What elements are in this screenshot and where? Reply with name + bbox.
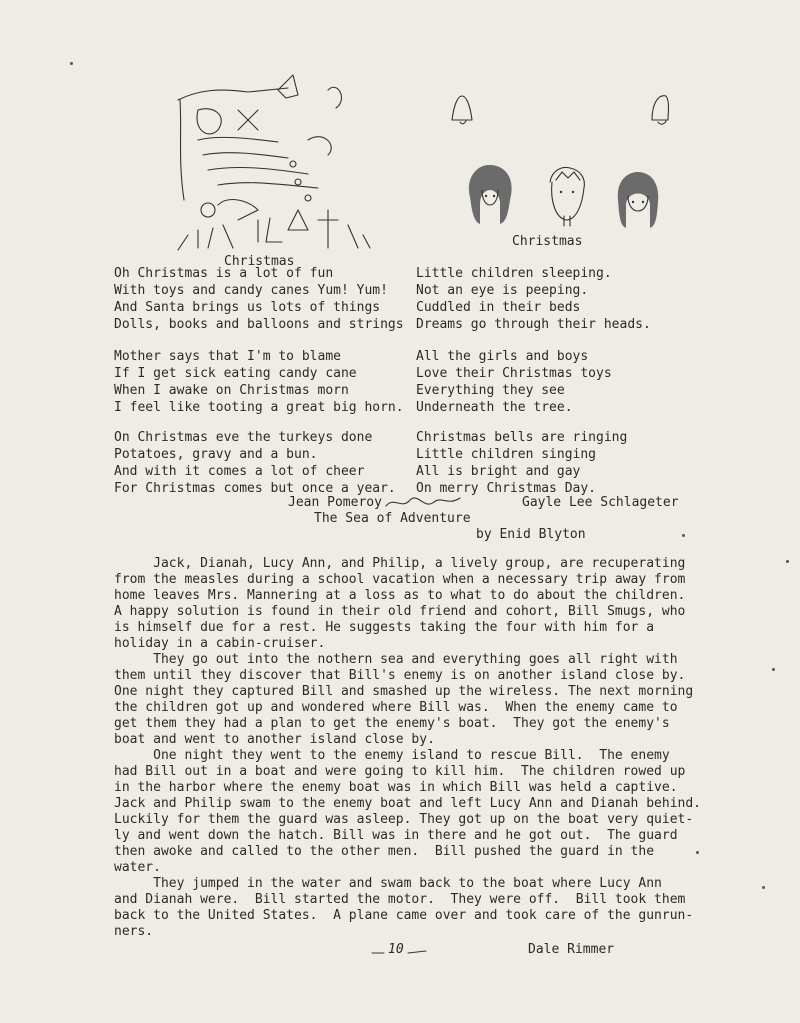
bell-icon <box>448 92 476 126</box>
review-byline: by Enid Blyton <box>476 527 586 542</box>
review-line: water. <box>114 860 161 875</box>
poem-line: Oh Christmas is a lot of fun <box>114 266 334 281</box>
poem-2-author: Gayle Lee Schlageter <box>522 495 679 510</box>
christmas-scene-drawing <box>158 70 378 255</box>
poem-line: Mother says that I'm to blame <box>114 349 341 364</box>
poem-line: For Christmas comes but once a year. <box>114 481 396 496</box>
boy-face-drawing <box>542 162 592 228</box>
poem-line: With toys and candy canes Yum! Yum! <box>114 283 388 298</box>
poem-line: Dreams go through their heads. <box>416 317 651 332</box>
page-number: 10 <box>388 942 404 957</box>
poem-line: Little children singing <box>416 447 597 462</box>
review-line: ly and went down the hatch. Bill was in there and he got out. The guard <box>114 828 678 843</box>
review-line: back to the United States. A plane came over and took care of the gunrun- <box>114 908 694 923</box>
dash-mark <box>370 945 430 959</box>
review-line: They go out into the nothern sea and everything goes all right with <box>114 652 678 667</box>
review-title: The Sea of Adventure <box>314 511 471 526</box>
poem-line: I feel like tooting a great big horn. <box>114 400 404 415</box>
poem-line: And with it comes a lot of cheer <box>114 464 365 479</box>
poem-line: On merry Christmas Day. <box>416 481 597 496</box>
paper-speck <box>772 668 775 671</box>
poem-1-author: Jean Pomeroy <box>288 495 382 510</box>
review-line: boat and went to another island close by. <box>114 732 435 747</box>
review-line: Jack, Dianah, Lucy Ann, and Philip, a lively group, are recuperating <box>114 556 686 571</box>
review-line: One night they went to the enemy island to rescue Bill. The enemy <box>114 748 670 763</box>
poem-line: Dolls, books and balloons and strings <box>114 317 404 332</box>
review-line: from the measles during a school vacation when a necessary trip away from <box>114 572 686 587</box>
poem-line: Underneath the tree. <box>416 400 573 415</box>
poem-line: Everything they see <box>416 383 565 398</box>
review-line: They jumped in the water and swam back to the boat where Lucy Ann <box>114 876 662 891</box>
poem-line: All is bright and gay <box>416 464 581 479</box>
poem-line: Cuddled in their beds <box>416 300 581 315</box>
review-line: in the harbor where the enemy boat was in which Bill was held a captive. <box>114 780 678 795</box>
paper-speck <box>682 534 685 537</box>
poem-line: When I awake on Christmas morn <box>114 383 349 398</box>
paper-speck <box>70 62 73 65</box>
poem-line: If I get sick eating candy cane <box>114 366 357 381</box>
girl-face-drawing <box>460 162 520 230</box>
poem-line: On Christmas eve the turkeys done <box>114 430 373 445</box>
review-line: the children got up and wondered where Bill was. When the enemy came to <box>114 700 678 715</box>
poem-line: Love their Christmas toys <box>416 366 612 381</box>
poem-line: And Santa brings us lots of things <box>114 300 381 315</box>
poem-line: Potatoes, gravy and a bun. <box>114 447 318 462</box>
review-line: holiday in a cabin-cruiser. <box>114 636 326 651</box>
poem-line: Little children sleeping. <box>416 266 612 281</box>
review-author: Dale Rimmer <box>528 942 615 957</box>
paper-speck <box>786 560 789 563</box>
bell-icon <box>646 90 674 126</box>
review-line: and Dianah were. Bill started the motor. They were off. Bill took them <box>114 892 686 907</box>
review-line: is himself due for a rest. He suggests taking the four with him for a <box>114 620 655 635</box>
poem-1-title: Christmas <box>224 254 295 269</box>
review-line: them until they discover that Bill's enemy is on another island close by. <box>114 668 686 683</box>
scribble-mark <box>384 494 464 512</box>
review-line: get them they had a plan to get the enemy's boat. They got the enemy's <box>114 716 670 731</box>
poem-2-title: Christmas <box>512 234 583 249</box>
paper-speck <box>696 851 699 854</box>
poem-line: Christmas bells are ringing <box>416 430 628 445</box>
paper-speck <box>762 886 765 889</box>
review-line: then awoke and called to the other men. Bill pushed the guard in the <box>114 844 655 859</box>
poem-line: All the girls and boys <box>416 349 589 364</box>
review-line: One night they captured Bill and smashed up the wireless. The next morning <box>114 684 694 699</box>
review-line: had Bill out in a boat and were going to kill him. The children rowed up <box>114 764 686 779</box>
review-line: A happy solution is found in their old friend and cohort, Bill Smugs, who <box>114 604 686 619</box>
review-line: home leaves Mrs. Mannering at a loss as to what to do about the children. <box>114 588 686 603</box>
review-line: Luckily for them the guard was asleep. They got up on the boat very quiet- <box>114 812 694 827</box>
girl-face-drawing <box>612 170 664 232</box>
review-line: ners. <box>114 924 154 939</box>
poem-line: Not an eye is peeping. <box>416 283 589 298</box>
review-line: Jack and Philip swam to the enemy boat and left Lucy Ann and Dianah behind. <box>114 796 701 811</box>
